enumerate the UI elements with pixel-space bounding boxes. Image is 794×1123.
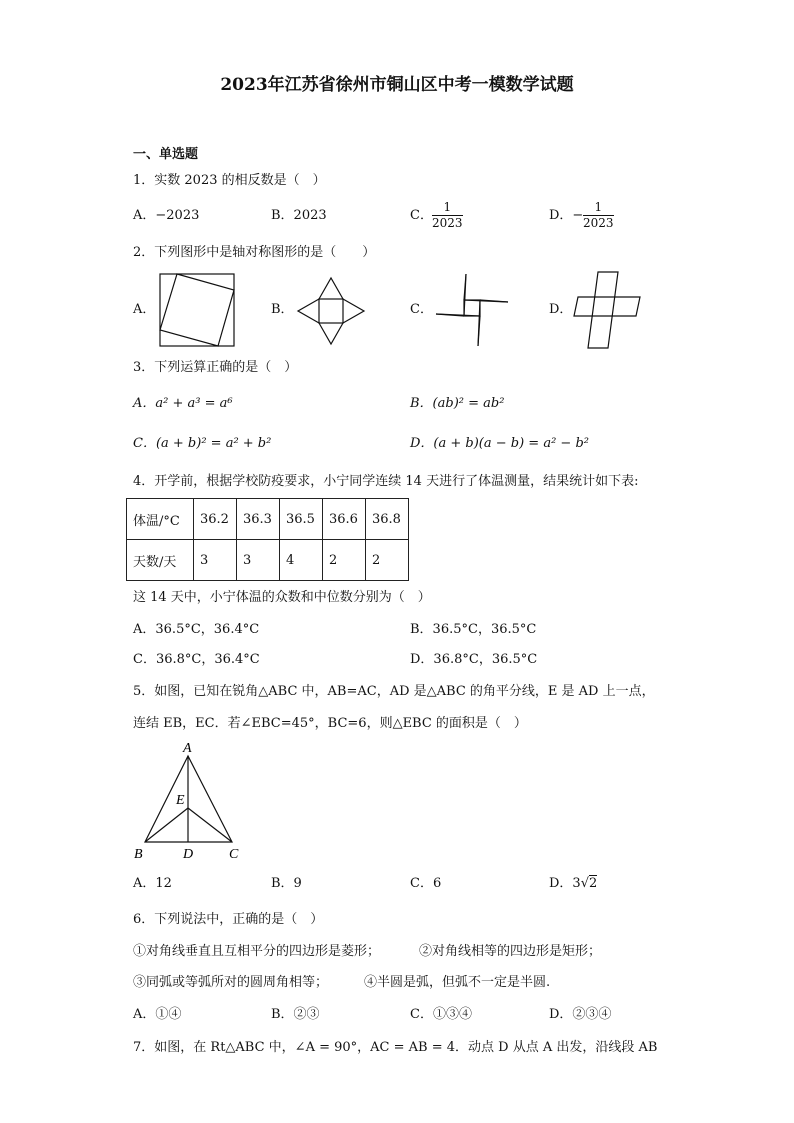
sqrt-radicand: 2 [589,876,598,891]
point-label-e: E [176,793,185,808]
fraction-numerator: 1 [432,200,463,216]
q6-statement-1: ①对角线垂直且互相平分的四边形是菱形； [133,944,381,959]
q7-stem: 7．如图，在 Rt△ABC 中，∠A = 90°，AC = AB = 4．动点 D 从点 A 出发，沿线段 AB [133,1040,658,1055]
triangle-abc-figure [130,738,250,862]
q1-option-d-fraction [583,200,614,231]
q4-question: 这 14 天中，小宁体温的众数和中位数分别为（ ） [133,590,431,605]
q3-option-d: D．(a + b)(a − b) = a² − b² [410,436,589,451]
q3-option-c: C．(a + b)² = a² + b² [133,436,272,451]
table-cell: 天数/天 [127,540,194,581]
table-row [127,499,409,540]
q4-option-b: B．36.5°C，36.5°C [410,622,537,637]
q6-statement-2: ②对角线相等的四边形是矩形； [419,944,602,959]
table-row [127,540,409,581]
table-cell: 3 [194,540,237,581]
q5-option-b: B．9 [271,876,302,891]
q3-option-a: A．a² + a³ = a⁶ [133,396,233,411]
q1-option-c-label: C． [410,208,433,223]
table-cell: 36.5 [280,499,323,540]
parallelogram-cross-figure [572,270,642,350]
vertex-label-a: A [183,741,192,756]
q1-option-d-label: D．− [549,208,584,223]
table-cell: 36.8 [366,499,409,540]
q6-option-a: A．①④ [133,1007,182,1022]
fraction-numerator: 1 [583,200,614,216]
q1-option-a: A．−2023 [133,208,200,223]
square-with-triangles-figure [296,276,366,346]
page-title: 2023年江苏省徐州市铜山区中考一模数学试题 [220,75,574,95]
q6-option-b: B．②③ [271,1007,320,1022]
point-label-d: D [183,847,194,862]
table-cell: 36.3 [237,499,280,540]
q5-stem-line1: 5．如图，已知在锐角△ABC 中，AB=AC，AD 是△ABC 的角平分线，E 是 AD 上一点， [133,684,655,699]
table-cell: 36.2 [194,499,237,540]
q1-stem: 1．实数 2023 的相反数是（ ） [133,173,326,188]
q4-option-a: A．36.5°C，36.4°C [133,622,260,637]
pinwheel-figure [434,272,512,348]
q5-option-d-label: D．3 [549,876,581,891]
q2-option-a: A． [133,302,156,317]
q4-option-d: D．36.8°C，36.5°C [410,652,538,667]
q2-option-d: D． [549,302,573,317]
vertex-label-b: B [134,847,143,862]
table-cell: 4 [280,540,323,581]
q2-option-b: B． [271,302,294,317]
q5-stem-line2: 连结 EB，EC．若∠EBC=45°，BC=6，则△EBC 的面积是（ ） [133,716,527,731]
q4-stem: 4．开学前，根据学校防疫要求，小宁同学连续 14 天进行了体温测量，结果统计如下表: [133,474,639,489]
q5-option-c: C．6 [410,876,442,891]
q5-option-d [549,876,597,892]
vertex-label-c: C [229,847,239,862]
q6-stem: 6．下列说法中，正确的是（ ） [133,912,324,927]
temperature-table [126,498,409,581]
table-cell: 2 [366,540,409,581]
table-cell: 36.6 [323,499,366,540]
q5-option-a: A．12 [133,876,172,891]
q4-option-c: C．36.8°C，36.4°C [133,652,260,667]
q3-stem: 3．下列运算正确的是（ ） [133,360,298,375]
table-cell: 3 [237,540,280,581]
section-heading: 一、单选题 [133,147,199,162]
q6-option-d: D．②③④ [549,1007,612,1022]
q1-option-c-fraction [432,200,463,231]
q1-option-b: B．2023 [271,208,327,223]
q6-option-c: C．①③④ [410,1007,472,1022]
sqrt-sign: √ [580,876,589,891]
fraction-denominator: 2023 [432,216,463,230]
square-in-square-figure [158,272,236,348]
q2-stem: 2．下列图形中是轴对称图形的是（ ） [133,245,376,260]
fraction-denominator: 2023 [583,216,614,230]
q2-option-c: C． [410,302,433,317]
q6-statement-3: ③同弧或等弧所对的圆周角相等； [133,975,329,990]
table-cell: 体温/°C [127,499,194,540]
table-cell: 2 [323,540,366,581]
q6-statement-4: ④半圆是弧，但弧不一定是半圆. [364,975,551,990]
q3-option-b: B．(ab)² = ab² [410,396,505,411]
